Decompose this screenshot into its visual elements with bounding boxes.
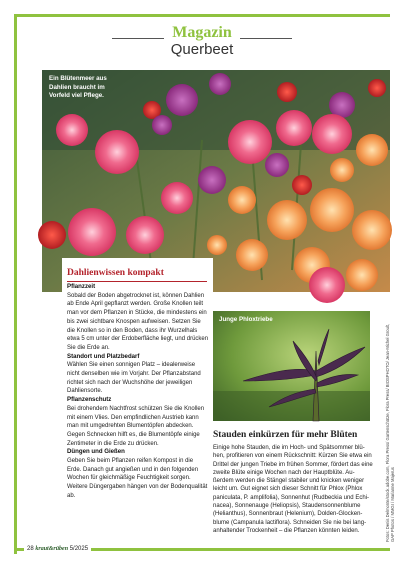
info-box-body (67, 283, 209, 501)
issue-number: 5/2025 (69, 546, 89, 552)
info-paragraph: Bei drohendem Nachtfrost schützen Sie die Knollen mit einem Vlies. Den empfindlichen Austrieb kann man mit umgedrehten Blumentöpfen abdecken. Gegen Schnecken hilft es, die Blumentöpfe einige Zentimeter in die Erde zu drücken. (67, 405, 205, 447)
info-heading: Standort und Platzbedarf (67, 352, 140, 360)
magazine-kicker: Magazin (172, 24, 232, 41)
info-heading: Pflanzenschutz (67, 396, 112, 404)
article-body: Einige hohe Stauden, die im Hoch- und Spätsommer blühen, profitieren von einem Rückschnitt: Kürzen Sie etwa ein Drittel der jungen Triebe im frühen Sommer, fördert das eine zweite Blüte einige Wochen nach der Hauptblüte. Außerdem werden die Stängel stabiler und knicken weniger leicht um. Gut eignet sich dieser Schnitt für Phlox (Phlox paniculata, P. amplifolia), Sonnenhut (Rudbeckia und Echinacea), Sonnenauge (Heliopsis), Staudensonnenblume (Helianthus), Sonnenbraut (Helenium), Dolden-Glockenblume (Campanula lactiflora). Schneiden Sie nie bei langanhaltender Trockenheit – die Pflanzen könnten leiden. (213, 445, 373, 534)
page-number: 28 (27, 546, 34, 552)
info-paragraph: Sobald der Boden abgetrocknet ist, können Dahlien ab Ende April gepflanzt werden. Große Knollen teilt man vor dem Pflanzen in Stücke, die mindestens ein bis zwei sichtbare Knospen aufweisen. Setzen Sie die Knollen so in den Boden, dass ihr Wurzelhals etwa 5 cm unter der Erdoberfläche liegt, und drücken Sie die Erde an. (67, 292, 209, 351)
article-title: Stauden einkürzen für mehr Blüten (213, 430, 358, 440)
info-heading: Düngen und Gießen (67, 448, 125, 456)
photo-credits (374, 322, 395, 542)
info-paragraph: Wählen Sie einen sonnigen Platz – idealerweise nicht denselben wie im Vorjahr. Der Pflanzabstand richtet sich nach der Wuchshöhe der jeweiligen Dahliensorte. (67, 362, 201, 395)
phlox-photo (213, 311, 370, 421)
photo-credits-text: Fotos: Denis Delmonte/stock.adobe.com, Flora Press/ Gartenschätze, Flora Press/ BIOSPHOTO/ Jean-Michel Groult, GAP Photos / MMGI / Marianne Majerus (385, 323, 395, 542)
small-photo-caption: Junge Phloxtriebe (219, 316, 273, 323)
section-title: Querbeet (170, 41, 234, 58)
info-box-title: Dahlienwissen kompakt (67, 268, 164, 278)
page-footer (24, 546, 91, 552)
main-photo-caption: Ein Blütenmeer aus Dahlien braucht im Vorfeld viel Pflege. (49, 75, 107, 100)
info-heading: Pflanzzeit (67, 283, 96, 290)
magazine-brand: kraut&rüben (35, 546, 69, 552)
info-paragraph: Geben Sie beim Pflanzen reifen Kompost in die Erde. Danach gut angießen und in den folgenden Wochen für gleichmäßige Feuchtigkeit sorgen. Weitere Düngergaben hängen von der Bodenqualität ab. (67, 458, 208, 499)
info-box (62, 258, 213, 544)
info-box-rule (67, 281, 207, 282)
